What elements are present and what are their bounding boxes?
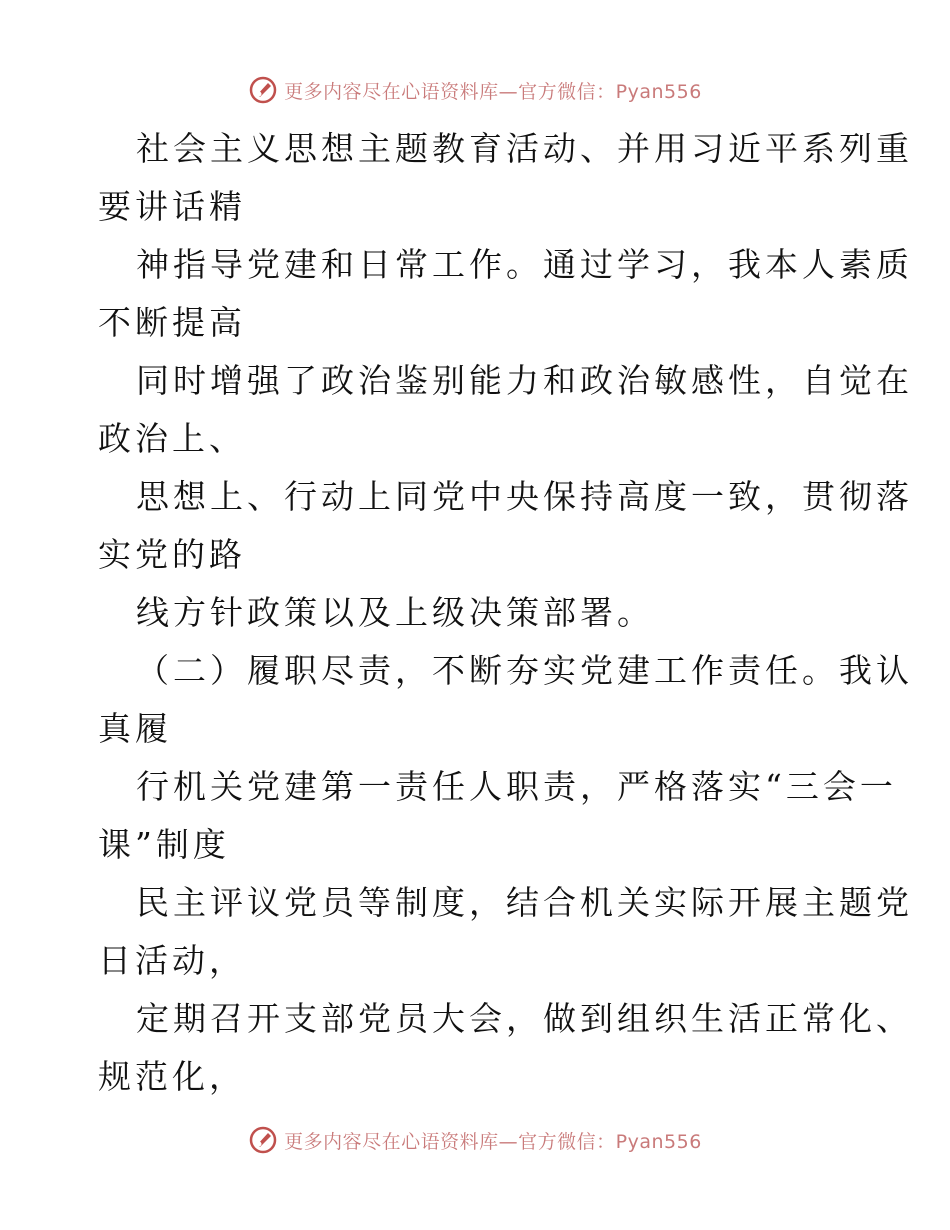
paragraph-line: 定期召开支部党员大会，做到组织生活正常化、 [136, 999, 913, 1038]
paragraph-line-continued: 不断提高 [98, 303, 246, 342]
paragraph-3 [98, 352, 913, 468]
paragraph-line-continued: 日活动， [98, 941, 246, 980]
paragraph-9 [98, 990, 913, 1106]
header-watermark [0, 72, 950, 108]
paragraph-line: 社会主义思想主题教育活动、并用习近平系列重 [136, 129, 913, 168]
paragraph-line: 行机关党建第一责任人职责，严格落实“三会一 [136, 767, 897, 806]
paragraph-line: 思想上、行动上同党中央保持高度一致，贯彻落 [136, 477, 913, 516]
paragraph-line-continued: 要讲话精 [98, 187, 246, 226]
seal-logo-icon [248, 75, 278, 105]
paragraph-line-continued: 真履 [98, 709, 172, 748]
paragraph-line-continued: 实党的路 [98, 535, 246, 574]
paragraph-5 [98, 584, 858, 642]
paragraph-line-continued: 规范化， [98, 1057, 246, 1096]
paragraph-7 [98, 758, 897, 874]
paragraph-6 [98, 642, 913, 758]
paragraph-2 [98, 236, 913, 352]
watermark-text: 更多内容尽在心语资料库—官方微信：Pyan556 [284, 80, 702, 103]
paragraph-1 [98, 120, 913, 236]
document-body [98, 120, 913, 1106]
paragraph-line: 民主评议党员等制度，结合机关实际开展主题党 [136, 883, 913, 922]
paragraph-line: 同时增强了政治鉴别能力和政治敏感性，自觉在 [136, 361, 913, 400]
watermark-text: 更多内容尽在心语资料库—官方微信：Pyan556 [284, 1130, 702, 1153]
paragraph-line-continued: 课”制度 [98, 825, 230, 864]
seal-logo-icon [248, 1125, 278, 1155]
paragraph-line-continued: 政治上、 [98, 419, 246, 458]
paragraph-line: 线方针政策以及上级决策部署。 [136, 593, 654, 632]
paragraph-8 [98, 874, 913, 990]
paragraph-line: （二）履职尽责，不断夯实党建工作责任。我认 [136, 651, 913, 690]
paragraph-line: 神指导党建和日常工作。通过学习，我本人素质 [136, 245, 913, 284]
footer-watermark [0, 1122, 950, 1158]
paragraph-4 [98, 468, 913, 584]
